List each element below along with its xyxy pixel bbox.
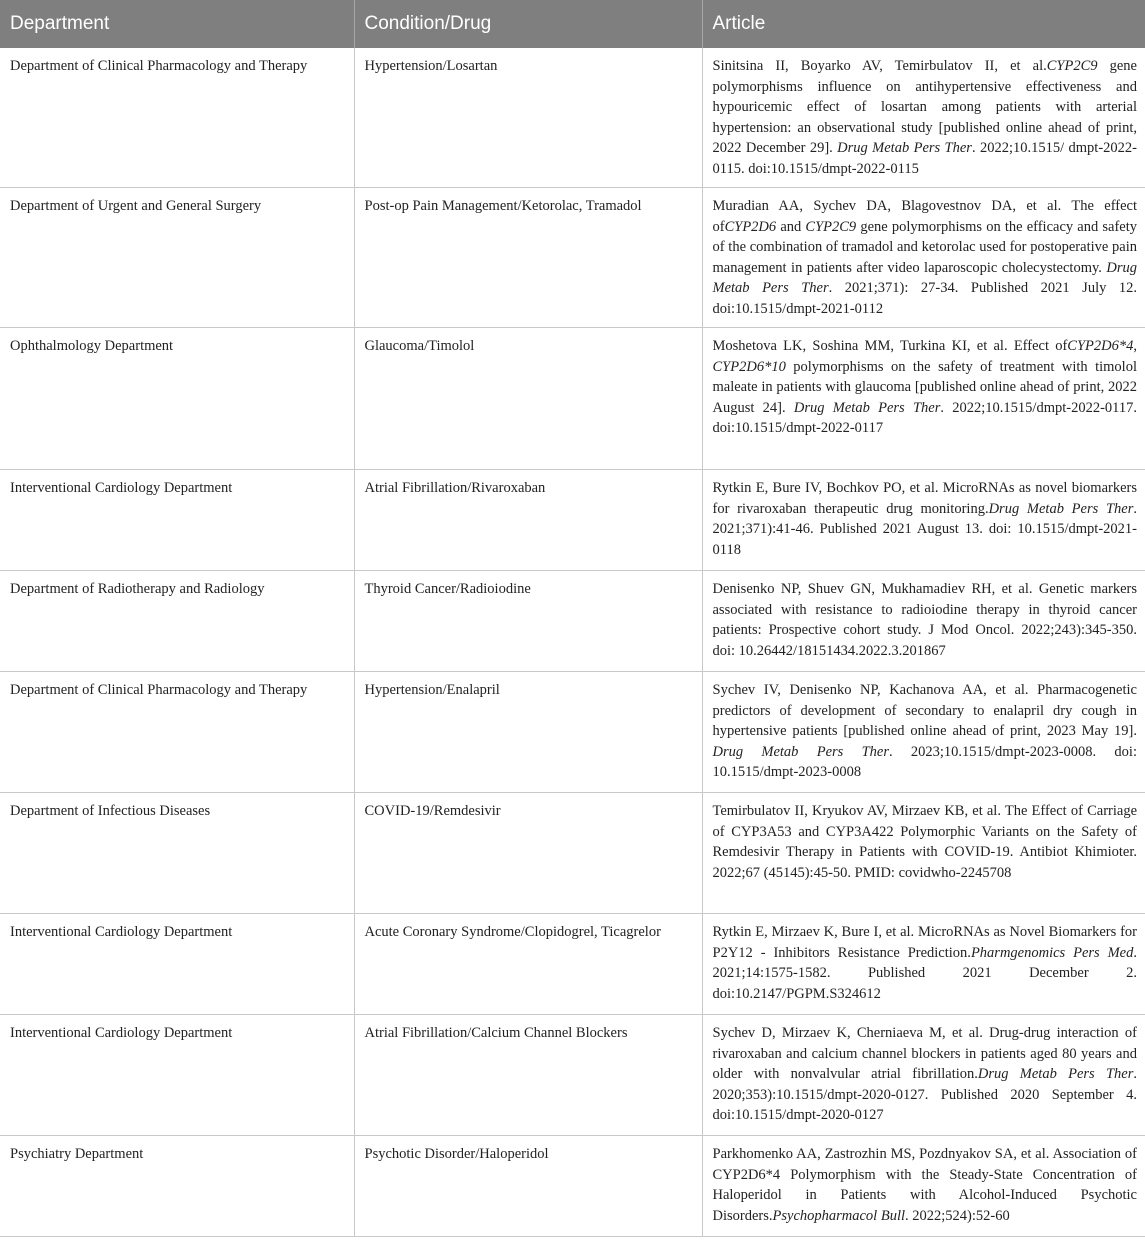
article-text: Sychev D, Mirzaev K, Cherniaeva M, et al. Drug-drug interaction of rivaroxaban and calcium channel blockers in patients aged 80 years and older with nonvalvular atrial fibrillation. [712,1025,1137,1082]
article-cell [702,793,1145,914]
journal-name: Drug Metab Pers Ther [712,743,889,760]
journal-name: Drug Metab Pers Ther [837,140,972,156]
department-cell: Department of Clinical Pharmacology and Therapy [0,48,354,188]
journal-name: Drug Metab Pers Ther [988,500,1134,517]
article-cell [702,1015,1145,1136]
article-text: . 2023;10.1515/dmpt-2023-0008. doi: 10.1515/dmpt-2023-0008 [712,743,1137,780]
journal-name: Pharmgenomics Pers Med [970,944,1134,961]
header-article: Article [702,0,1145,48]
article-text: polymorphisms on the safety of treatment with timolol maleate in patients with glaucoma [published online ahead of print, 2022 August 24]. [712,358,1137,416]
department-cell: Interventional Cardiology Department [0,1015,354,1136]
department-cell: Interventional Cardiology Department [0,914,354,1015]
article-cell [702,470,1145,571]
article-text: gene polymorphisms influence on antihypertensive effectiveness and hypouricemic effect of losartan among patients with arterial hypertension: an observational study [published online ahead of print, 2022 December 29]. [712,58,1137,156]
table-body [0,48,1145,1237]
table-row [0,1136,1145,1237]
gene-name: CYP2D6*10 [712,358,786,375]
table-row [0,48,1145,188]
department-cell: Department of Radiotherapy and Radiology [0,571,354,672]
article-text: Sinitsina II, Boyarko AV, Temirbulatov II, et al. [712,58,1047,74]
article-cell [702,914,1145,1015]
article-text: Denisenko NP, Shuev GN, Mukhamadiev RH, et al. Genetic markers associated with resistance to radioiodine therapy in thyroid cancer patients: Prospective cohort study. J Mod Oncol. 2022;243):345-350. doi: 10.26442/18151434.2022.3.201867 [712,581,1137,659]
article-text: . 2022;10.1515/ dmpt-2022-0115. doi:10.1515/dmpt-2022-0115 [712,140,1137,177]
condition-drug-cell: Glaucoma/Timolol [354,328,702,470]
article-text: Rytkin E, Bure IV, Bochkov PO, et al. MicroRNAs as novel biomarkers for rivaroxaban therapeutic drug monitoring. [712,480,1137,517]
article-text: . 2021;14:1575-1582. Published 2021 December 2. doi:10.2147/PGPM.S324612 [712,944,1137,1002]
table-row [0,914,1145,1015]
article-text: , [1133,338,1137,354]
condition-drug-cell: Atrial Fibrillation/Calcium Channel Blockers [354,1015,702,1136]
condition-drug-cell: Atrial Fibrillation/Rivaroxaban [354,470,702,571]
article-text: Sychev IV, Denisenko NP, Kachanova AA, et al. Pharmacogenetic predictors of development of secondary to enalapril dry cough in hypertensive patients [published online ahead of print, 2023 May 19]. [712,682,1137,739]
table-row [0,1015,1145,1136]
article-cell [702,188,1145,328]
article-text: Rytkin E, Mirzaev K, Bure I, et al. MicroRNAs as Novel Biomarkers for P2Y12 - Inhibitors Resistance Prediction. [712,924,1137,961]
article-text: and [776,218,806,235]
condition-drug-cell: Acute Coronary Syndrome/Clopidogrel, Ticagrelor [354,914,702,1015]
table-row [0,188,1145,328]
table-row [0,672,1145,793]
article-text: . 2021;371): 27-34. Published 2021 July 12. doi:10.1515/dmpt-2021-0112 [712,280,1138,317]
journal-name: Psychopharmacol Bull [772,1207,906,1224]
journal-name: Drug Metab Pers Ther [712,259,1137,296]
journal-name: Drug Metab Pers Ther [793,399,941,416]
department-cell: Department of Infectious Diseases [0,793,354,914]
article-text: Moshetova LK, Soshina MM, Turkina KI, et al. Effect of [712,338,1068,354]
table-header [0,0,1145,48]
gene-name: CYP2C9 [805,218,857,235]
condition-drug-cell: Hypertension/Enalapril [354,672,702,793]
condition-drug-cell: Post-op Pain Management/Ketorolac, Tramadol [354,188,702,328]
department-cell: Department of Urgent and General Surgery [0,188,354,328]
table-row [0,793,1145,914]
department-cell: Interventional Cardiology Department [0,470,354,571]
condition-drug-cell: COVID-19/Remdesivir [354,793,702,914]
article-cell [702,672,1145,793]
department-cell: Department of Clinical Pharmacology and Therapy [0,672,354,793]
condition-drug-cell: Thyroid Cancer/Radioiodine [354,571,702,672]
header-condition-drug: Condition/Drug [354,0,702,48]
article-cell [702,571,1145,672]
article-text: Parkhomenko AA, Zastrozhin MS, Pozdnyakov SA, et al. Association of CYP2D6*4 Polymorphism with the Steady-State Concentration of Haloperidol in Patients with Alcohol-Induced Psychotic Disorders. [712,1146,1137,1224]
header-row [0,0,1145,48]
article-text: . 2021;371):41-46. Published 2021 August 13. doi: 10.1515/dmpt-2021-0118 [712,500,1137,558]
department-cell: Ophthalmology Department [0,328,354,470]
article-text: . 2020;353):10.1515/dmpt-2020-0127. Published 2020 September 4. doi:10.1515/dmpt-2020-0127 [712,1066,1137,1123]
article-text: . 2022;524):52-60 [905,1207,1010,1224]
table-row [0,328,1145,470]
article-cell [702,328,1145,470]
gene-name: CYP2C9 [1046,58,1098,74]
table-row [0,571,1145,672]
article-text: gene polymorphisms on the efficacy and safety of the combination of tramadol and ketorolac used for postoperative pain management in patients after video laparoscopic cholecystectomy. [712,218,1137,276]
article-text: . 2022;10.1515/dmpt-2022-0117. doi:10.1515/dmpt-2022-0117 [712,399,1137,436]
condition-drug-cell: Hypertension/Losartan [354,48,702,188]
gene-name: CYP2D6*4 [1067,338,1134,354]
article-text: Muradian AA, Sychev DA, Blagovestnov DA, et al. The effect of [712,198,1137,235]
department-cell: Psychiatry Department [0,1136,354,1237]
article-cell [702,1136,1145,1237]
condition-drug-cell: Psychotic Disorder/Haloperidol [354,1136,702,1237]
header-department: Department [0,0,354,48]
article-text: Temirbulatov II, Kryukov AV, Mirzaev KB, et al. The Effect of Carriage of CYP3A53 and CYP3A422 Polymorphic Variants on the Safety of Remdesivir Therapy in Patients with COVID-19. Antibiot Khimioter. 2022;67 (45145):45-50. PMID: covidwho-2245708 [712,803,1137,881]
journal-name: Drug Metab Pers Ther [977,1066,1134,1082]
table-row [0,470,1145,571]
gene-name: CYP2D6 [724,218,777,235]
article-cell [702,48,1145,188]
